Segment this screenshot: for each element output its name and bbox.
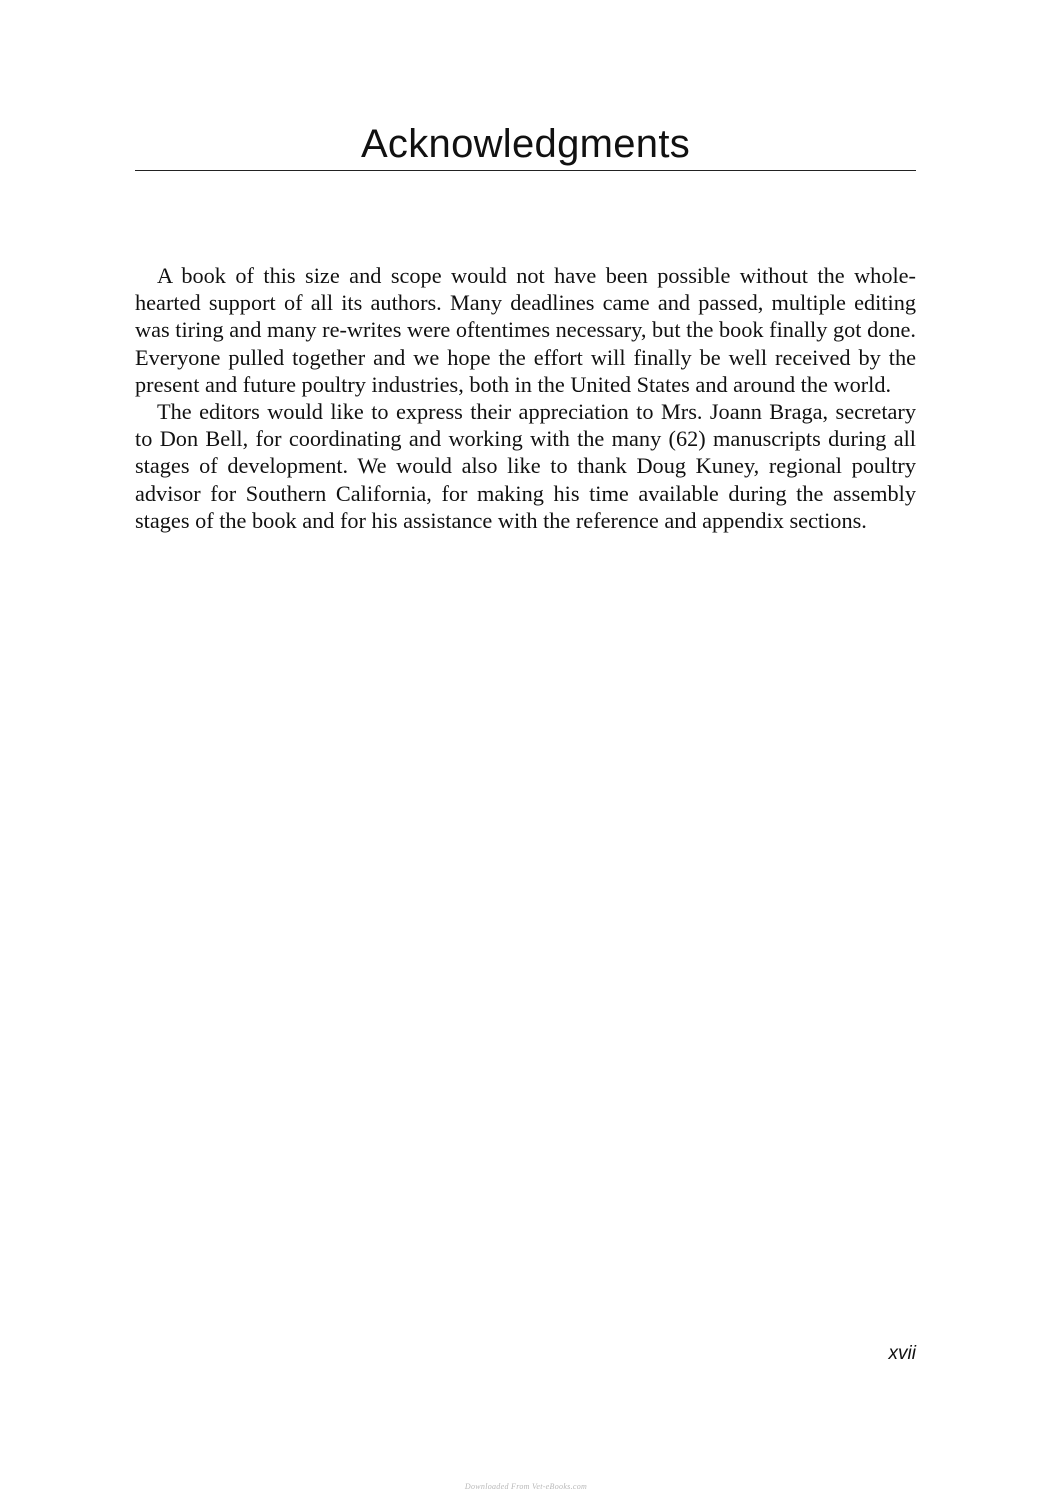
page-number: xvii xyxy=(888,1343,916,1364)
paragraph-editors-appreciation: The editors would like to express their appreciation to Mrs. Joann Braga, secretary to Don Bell, for coordinating and working with the many (62) manuscripts during all stages of development. We would also like to thank Doug Kuney, regional poultry advisor for Southern California, for making his time available during the assembly stages of the book and for his assistance with the reference and appendix sections. xyxy=(135,399,916,533)
paragraph-authors-support: A book of this size and scope would not have been possible without the whole-hearted support of all its authors. Many deadlines came and passed, multiple editing was tiring and many re-writes were oftentimes necessary, but the book finally got done. Everyone pulled together and we hope the effort will finally be well received by the present and future poultry industries, both in the United States and around the world. xyxy=(135,263,916,397)
download-watermark: Downloaded From Vet-eBooks.com xyxy=(464,1482,588,1491)
title-underline-rule xyxy=(135,170,916,171)
page-title: Acknowledgments xyxy=(360,122,691,166)
acknowledgments-body xyxy=(135,262,916,534)
